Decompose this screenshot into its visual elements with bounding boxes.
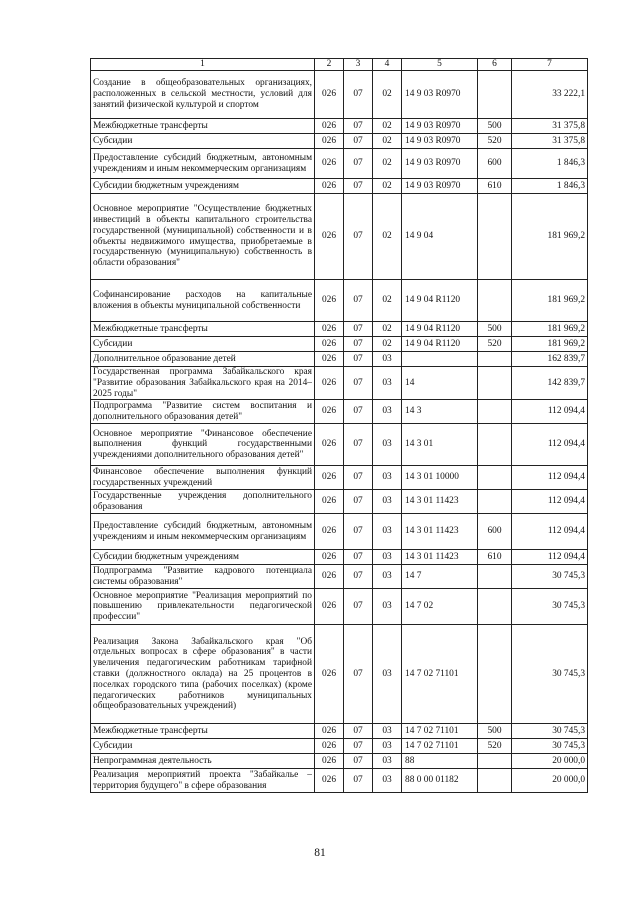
amount-cell: 20 000,0 [512,754,588,769]
subsection2-cell: 03 [373,400,402,424]
section-cell: 026 [315,769,344,793]
row-name-cell: Основное мероприятие "Осуществление бюджетных инвестиций в объекты капитального строительства государственной (муниципальной) собственности и в объекты недвижимого имущества, приобретаемые в государственную (муниципальную) собственность в области образования" [91,194,315,280]
subsection-cell: 07 [344,194,373,280]
expense-type-cell: 520 [478,739,512,754]
table-row [91,424,588,466]
row-name-cell: Субсидии [91,739,315,754]
row-name-cell: Государственная программа Забайкальского края "Развитие образования Забайкальского края на 2014–2025 годы" [91,367,315,400]
subsection2-cell: 03 [373,490,402,514]
amount-cell: 1 846,3 [512,179,588,194]
row-name-cell: Предоставление субсидий бюджетным, автономным учреждениям и иным некоммерческим организациям [91,514,315,550]
section-cell: 026 [315,490,344,514]
table-row [91,149,588,179]
target-code-cell: 14 7 02 [402,589,478,625]
subsection-cell: 07 [344,589,373,625]
table-row [91,322,588,337]
table-row [91,625,588,724]
header-cell: 6 [478,59,512,71]
subsection2-cell: 03 [373,424,402,466]
expense-type-cell: 500 [478,724,512,739]
section-cell: 026 [315,149,344,179]
amount-cell: 181 969,2 [512,322,588,337]
row-name-cell: Реализация Закона Забайкальского края "Об отдельных вопросах в сфере образования" в части увеличения педагогическим работникам тарифной ставки (должностного оклада) на 25 процентов в поселках городского типа (рабочих поселках) (кроме педагогических работников муниципальных общеобразовательных учреждений) [91,625,315,724]
subsection-cell: 07 [344,565,373,589]
target-code-cell: 14 9 03 R0970 [402,134,478,149]
subsection2-cell: 03 [373,724,402,739]
target-code-cell: 88 0 00 01182 [402,769,478,793]
table-row [91,514,588,550]
subsection2-cell: 03 [373,550,402,565]
table-row [91,754,588,769]
section-cell: 026 [315,625,344,724]
expense-type-cell: 520 [478,337,512,352]
target-code-cell: 14 3 01 11423 [402,550,478,565]
amount-cell: 112 094,4 [512,424,588,466]
section-cell: 026 [315,514,344,550]
target-code-cell: 14 9 03 R0970 [402,71,478,119]
subsection2-cell: 03 [373,466,402,490]
target-code-cell: 14 3 01 [402,424,478,466]
target-code-cell: 14 9 04 R1120 [402,322,478,337]
subsection-cell: 07 [344,514,373,550]
section-cell: 026 [315,424,344,466]
target-code-cell: 14 9 04 R1120 [402,280,478,322]
subsection-cell: 07 [344,280,373,322]
expense-type-cell [478,490,512,514]
row-name-cell: Подпрограмма "Развитие кадрового потенциала системы образования" [91,565,315,589]
subsection-cell: 07 [344,769,373,793]
subsection2-cell: 03 [373,625,402,724]
table-row [91,134,588,149]
row-name-cell: Реализация мероприятий проекта "Забайкалье – территория будущего" в сфере образования [91,769,315,793]
row-name-cell: Межбюджетные трансферты [91,724,315,739]
row-name-cell: Субсидии бюджетным учреждениям [91,179,315,194]
section-cell: 026 [315,754,344,769]
header-cell: 4 [373,59,402,71]
table-header-row [91,59,588,71]
section-cell: 026 [315,179,344,194]
table-row [91,724,588,739]
subsection2-cell: 02 [373,149,402,179]
subsection-cell: 07 [344,337,373,352]
subsection-cell: 07 [344,550,373,565]
amount-cell: 1 846,3 [512,149,588,179]
section-cell: 026 [315,739,344,754]
section-cell: 026 [315,724,344,739]
subsection2-cell: 03 [373,769,402,793]
header-cell: 2 [315,59,344,71]
subsection2-cell: 02 [373,322,402,337]
subsection-cell: 07 [344,367,373,400]
table-row [91,194,588,280]
target-code-cell: 14 7 02 71101 [402,724,478,739]
subsection2-cell: 03 [373,739,402,754]
row-name-cell: Предоставление субсидий бюджетным, автономным учреждениям и иным некоммерческим организациям [91,149,315,179]
expense-type-cell [478,280,512,322]
subsection-cell: 07 [344,466,373,490]
expense-type-cell [478,367,512,400]
expense-type-cell [478,625,512,724]
target-code-cell: 14 9 04 [402,194,478,280]
row-name-cell: Основное мероприятие "Финансовое обеспечение выполнения функций государственными учреждениями дополнительного образования детей" [91,424,315,466]
table-row [91,769,588,793]
table-row [91,589,588,625]
subsection-cell: 07 [344,424,373,466]
amount-cell: 31 375,8 [512,119,588,134]
table-row [91,280,588,322]
target-code-cell: 88 [402,754,478,769]
subsection2-cell: 03 [373,352,402,367]
table-row [91,352,588,367]
subsection-cell: 07 [344,322,373,337]
page-number: 81 [314,847,326,859]
subsection-cell: 07 [344,134,373,149]
section-cell: 026 [315,337,344,352]
subsection-cell: 07 [344,490,373,514]
row-name-cell: Межбюджетные трансферты [91,322,315,337]
section-cell: 026 [315,134,344,149]
expense-type-cell [478,754,512,769]
amount-cell: 181 969,2 [512,194,588,280]
amount-cell: 181 969,2 [512,337,588,352]
subsection2-cell: 03 [373,589,402,625]
subsection-cell: 07 [344,179,373,194]
subsection-cell: 07 [344,754,373,769]
row-name-cell: Подпрограмма "Развитие систем воспитания и дополнительного образования детей" [91,400,315,424]
row-name-cell: Основное мероприятие "Реализация мероприятий по повышению привлекательности педагогической профессии" [91,589,315,625]
subsection-cell: 07 [344,400,373,424]
section-cell: 026 [315,466,344,490]
table-row [91,179,588,194]
subsection2-cell: 02 [373,179,402,194]
subsection2-cell: 02 [373,134,402,149]
header-cell: 7 [512,59,588,71]
target-code-cell: 14 3 01 11423 [402,514,478,550]
section-cell: 026 [315,194,344,280]
row-name-cell: Дополнительное образование детей [91,352,315,367]
expense-type-cell [478,352,512,367]
subsection2-cell: 02 [373,194,402,280]
target-code-cell: 14 7 02 71101 [402,739,478,754]
row-name-cell: Субсидии [91,134,315,149]
expense-type-cell [478,589,512,625]
subsection-cell: 07 [344,71,373,119]
section-cell: 026 [315,352,344,367]
subsection-cell: 07 [344,352,373,367]
section-cell: 026 [315,400,344,424]
section-cell: 026 [315,280,344,322]
target-code-cell: 14 9 03 R0970 [402,179,478,194]
table-row [91,367,588,400]
target-code-cell: 14 9 03 R0970 [402,149,478,179]
amount-cell: 31 375,8 [512,134,588,149]
table-row [91,550,588,565]
subsection-cell: 07 [344,625,373,724]
table-row [91,490,588,514]
amount-cell: 142 839,7 [512,367,588,400]
section-cell: 026 [315,71,344,119]
row-name-cell: Непрограммная деятельность [91,754,315,769]
amount-cell: 30 745,3 [512,739,588,754]
expense-type-cell: 500 [478,322,512,337]
amount-cell: 30 745,3 [512,589,588,625]
table-row [91,739,588,754]
target-code-cell: 14 3 01 11423 [402,490,478,514]
subsection2-cell: 02 [373,280,402,322]
expense-type-cell [478,565,512,589]
amount-cell: 20 000,0 [512,769,588,793]
subsection-cell: 07 [344,739,373,754]
table-row [91,565,588,589]
subsection-cell: 07 [344,149,373,179]
row-name-cell: Финансовое обеспечение выполнения функций государственных учреждений [91,466,315,490]
expense-type-cell: 610 [478,179,512,194]
row-name-cell: Софинансирование расходов на капитальные вложения в объекты муниципальной собственности [91,280,315,322]
header-cell: 5 [402,59,478,71]
section-cell: 026 [315,119,344,134]
row-name-cell: Создание в общеобразовательных организациях, расположенных в сельской местности, условий для занятий физической культурой и спортом [91,71,315,119]
target-code-cell: 14 [402,367,478,400]
subsection2-cell: 03 [373,754,402,769]
amount-cell: 181 969,2 [512,280,588,322]
table-row [91,337,588,352]
subsection2-cell: 03 [373,367,402,400]
table-row [91,71,588,119]
amount-cell: 112 094,4 [512,550,588,565]
section-cell: 026 [315,322,344,337]
table-row [91,466,588,490]
header-cell: 3 [344,59,373,71]
section-cell: 026 [315,550,344,565]
expense-type-cell [478,769,512,793]
section-cell: 026 [315,589,344,625]
table-body [91,59,588,793]
amount-cell: 112 094,4 [512,400,588,424]
target-code-cell: 14 3 [402,400,478,424]
table-row [91,119,588,134]
amount-cell: 112 094,4 [512,514,588,550]
subsection2-cell: 02 [373,337,402,352]
amount-cell: 30 745,3 [512,625,588,724]
expense-type-cell: 500 [478,119,512,134]
expense-type-cell: 600 [478,514,512,550]
amount-cell: 162 839,7 [512,352,588,367]
row-name-cell: Межбюджетные трансферты [91,119,315,134]
target-code-cell: 14 3 01 10000 [402,466,478,490]
expense-type-cell [478,400,512,424]
subsection-cell: 07 [344,119,373,134]
row-name-cell: Субсидии бюджетным учреждениям [91,550,315,565]
row-name-cell: Государственные учреждения дополнительного образования [91,490,315,514]
target-code-cell: 14 7 [402,565,478,589]
expense-type-cell: 600 [478,149,512,179]
subsection2-cell: 03 [373,565,402,589]
row-name-cell: Субсидии [91,337,315,352]
target-code-cell: 14 9 04 R1120 [402,337,478,352]
budget-table [90,58,588,793]
subsection2-cell: 02 [373,119,402,134]
table-row [91,400,588,424]
amount-cell: 112 094,4 [512,466,588,490]
amount-cell: 30 745,3 [512,724,588,739]
expense-type-cell [478,71,512,119]
expense-type-cell [478,194,512,280]
section-cell: 026 [315,565,344,589]
target-code-cell [402,352,478,367]
amount-cell: 112 094,4 [512,490,588,514]
subsection2-cell: 03 [373,514,402,550]
target-code-cell: 14 9 03 R0970 [402,119,478,134]
subsection2-cell: 02 [373,71,402,119]
expense-type-cell: 610 [478,550,512,565]
section-cell: 026 [315,367,344,400]
amount-cell: 33 222,1 [512,71,588,119]
header-cell: 1 [91,59,315,71]
target-code-cell: 14 7 02 71101 [402,625,478,724]
expense-type-cell: 520 [478,134,512,149]
expense-type-cell [478,424,512,466]
subsection-cell: 07 [344,724,373,739]
expense-type-cell [478,466,512,490]
amount-cell: 30 745,3 [512,565,588,589]
